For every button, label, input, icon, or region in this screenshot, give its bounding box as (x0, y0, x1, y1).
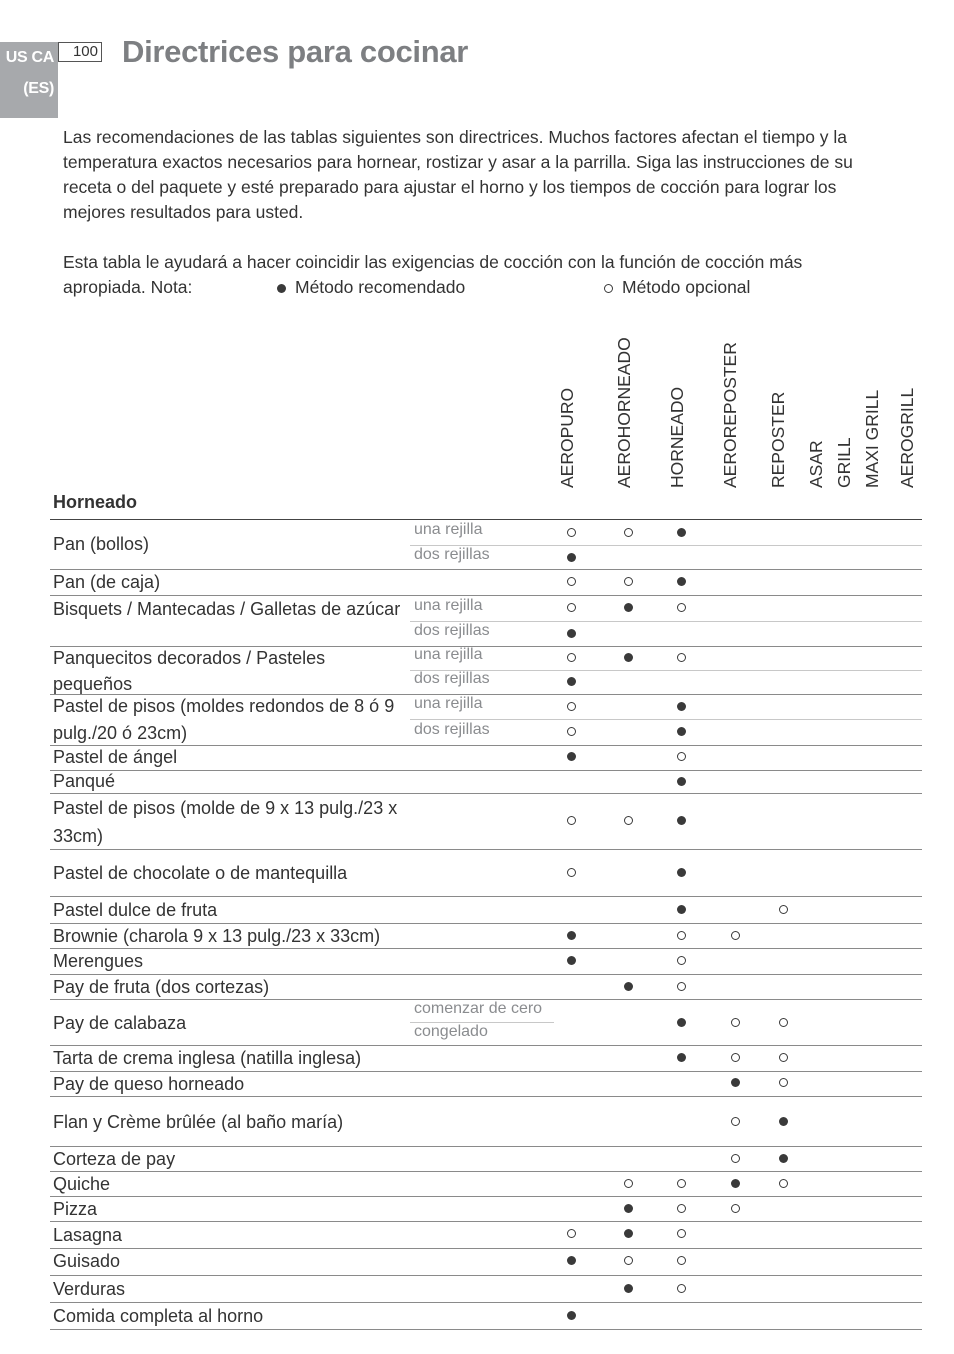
rack-option-label: una rejilla (414, 597, 483, 614)
row-label: Tarta de crema inglesa (natilla inglesa) (53, 1048, 362, 1068)
optional-dot-icon (677, 1179, 686, 1188)
row-label: Guisado (53, 1251, 121, 1271)
recommended-dot-icon (731, 1078, 740, 1087)
recommended-dot-icon (677, 905, 686, 914)
recommended-dot-icon (677, 868, 686, 877)
row-label: Quiche (53, 1174, 111, 1194)
optional-dot-icon (624, 577, 633, 586)
optional-dot-icon (567, 868, 576, 877)
optional-dot-icon (624, 528, 633, 537)
optional-dot-icon (779, 1179, 788, 1188)
row-label: Pastel de ángel (53, 747, 178, 767)
rack-option-label: dos rejillas (414, 622, 490, 639)
row-label: Pan (de caja) (53, 572, 161, 592)
optional-dot-icon (567, 603, 576, 612)
optional-dot-icon (731, 1154, 740, 1163)
column-header-grill: GRILL (834, 437, 854, 488)
optional-dot-icon (567, 1229, 576, 1238)
optional-dot-icon (779, 1018, 788, 1027)
column-header-reposter: REPOSTER (768, 391, 788, 488)
row-label: Pastel de chocolate o de mantequilla (53, 863, 348, 883)
recommended-dot-icon (779, 1154, 788, 1163)
row-label: Pastel de pisos (molde de 9 x 13 pulg./23 x 33cm) (53, 798, 398, 846)
rack-option-label: dos rejillas (414, 546, 490, 563)
column-header-aerogrill: AEROGRILL (897, 387, 917, 488)
optional-dot-icon (677, 982, 686, 991)
row-label: Pizza (53, 1199, 98, 1219)
row-label: Verduras (53, 1279, 126, 1299)
optional-dot-icon (567, 727, 576, 736)
note-label: apropiada. Nota: (63, 277, 193, 297)
optional-dot-icon (624, 816, 633, 825)
column-header-horneado: HORNEADO (667, 386, 687, 488)
recommended-dot-icon (624, 1284, 633, 1293)
recommended-dot-icon (624, 603, 633, 612)
region-code: US CA (5, 49, 54, 66)
legend-recommended (277, 275, 465, 300)
recommended-dot-icon (779, 1117, 788, 1126)
recommended-dot-icon (731, 1179, 740, 1188)
recommended-dot-icon (567, 677, 576, 686)
optional-dot-icon (567, 702, 576, 711)
optional-dot-icon (677, 1229, 686, 1238)
optional-dot-icon (677, 752, 686, 761)
row-label: Pastel dulce de fruta (53, 900, 218, 920)
region-tab (0, 42, 58, 118)
optional-dot-icon (731, 1117, 740, 1126)
recommended-dot-icon (624, 1229, 633, 1238)
sub-row-divider (410, 719, 922, 720)
row-label: Pastel de pisos (moldes redondos de 8 ó 9 pulg./20 ó 23cm) (53, 696, 395, 743)
row-label: Pay de queso horneado (53, 1074, 245, 1094)
optional-dot-icon (731, 1204, 740, 1213)
optional-dot-icon (677, 1284, 686, 1293)
recommended-dot-icon (677, 702, 686, 711)
row-label: Flan y Crème brûlée (al baño maría) (53, 1112, 344, 1132)
page-number: 100 (58, 42, 102, 62)
recommended-dot-icon (677, 727, 686, 736)
recommended-dot-icon (567, 1311, 576, 1320)
filled-dot-icon (277, 284, 286, 293)
recommended-dot-icon (677, 816, 686, 825)
row-label: Pay de fruta (dos cortezas) (53, 977, 270, 997)
column-header-asar: ASAR (806, 440, 826, 488)
prep-option-label: comenzar de cero (414, 1000, 543, 1017)
legend-optional-label: Método opcional (622, 277, 751, 297)
optional-dot-icon (779, 1053, 788, 1062)
legend-line (63, 275, 903, 300)
rack-option-label: una rejilla (414, 695, 483, 712)
optional-dot-icon (731, 1053, 740, 1062)
intro-text (63, 125, 903, 300)
intro-paragraph-1: Las recomendaciones de las tablas siguientes son directrices. Muchos factores afectan el tiempo y la temperatura exactos necesarios para hornear, rostizar y asar a la parrilla. Siga las instrucciones de su receta o del paquete y esté preparado para ajustar el horno y los tiempos de cocción para lograr los mejores resultados para usted. (63, 127, 853, 222)
column-header-aeropuro: AEROPURO (557, 387, 577, 488)
recommended-dot-icon (567, 1256, 576, 1265)
column-header-maxi-grill: MAXI GRILL (862, 389, 882, 488)
open-dot-icon (604, 284, 613, 293)
recommended-dot-icon (677, 528, 686, 537)
language-code: (ES) (23, 80, 54, 97)
recommended-dot-icon (677, 1053, 686, 1062)
rack-option-label: dos rejillas (414, 670, 490, 687)
row-label: Panqué (53, 771, 116, 791)
rack-option-label: dos rejillas (414, 721, 490, 738)
intro-paragraph-2: Esta tabla le ayudará a hacer coincidir las exigencias de cocción con la función de cocción más (63, 252, 803, 272)
rack-option-label: una rejilla (414, 521, 483, 538)
recommended-dot-icon (567, 629, 576, 638)
recommended-dot-icon (677, 1018, 686, 1027)
optional-dot-icon (677, 1256, 686, 1265)
row-divider (50, 849, 922, 850)
section-title: Horneado (53, 492, 138, 512)
row-label: Comida completa al horno (53, 1306, 264, 1326)
optional-dot-icon (677, 603, 686, 612)
prep-option-label: congelado (414, 1023, 488, 1040)
optional-dot-icon (731, 931, 740, 940)
recommended-dot-icon (677, 777, 686, 786)
optional-dot-icon (624, 1179, 633, 1188)
recommended-dot-icon (567, 752, 576, 761)
row-label: Brownie (charola 9 x 13 pulg./23 x 33cm) (53, 926, 381, 946)
optional-dot-icon (677, 1204, 686, 1213)
row-label: Corteza de pay (53, 1149, 176, 1169)
optional-dot-icon (567, 816, 576, 825)
table-header-rule (50, 519, 922, 520)
recommended-dot-icon (624, 1204, 633, 1213)
row-divider (50, 1096, 922, 1097)
optional-dot-icon (567, 577, 576, 586)
column-header-aerohorneado: AEROHORNEADO (614, 337, 634, 488)
recommended-dot-icon (624, 653, 633, 662)
row-divider (50, 1329, 922, 1330)
row-label: Pan (bollos) (53, 534, 150, 554)
optional-dot-icon (731, 1018, 740, 1027)
optional-dot-icon (677, 653, 686, 662)
optional-dot-icon (567, 528, 576, 537)
optional-dot-icon (779, 1078, 788, 1087)
legend-optional (604, 275, 750, 300)
recommended-dot-icon (567, 553, 576, 562)
page-title: Directrices para cocinar (122, 34, 469, 69)
row-label: Merengues (53, 951, 144, 971)
column-header-aeroreposter: AEROREPOSTER (720, 342, 740, 488)
recommended-dot-icon (567, 956, 576, 965)
row-label: Lasagna (53, 1225, 123, 1245)
row-label: Panquecitos decorados / Pasteles pequeños (53, 648, 326, 694)
optional-dot-icon (624, 1256, 633, 1265)
optional-dot-icon (677, 956, 686, 965)
recommended-dot-icon (624, 982, 633, 991)
legend-recommended-label: Método recomendado (295, 277, 466, 297)
recommended-dot-icon (677, 577, 686, 586)
optional-dot-icon (567, 653, 576, 662)
recommended-dot-icon (567, 931, 576, 940)
optional-dot-icon (677, 931, 686, 940)
rack-option-label: una rejilla (414, 646, 483, 663)
row-label: Bisquets / Mantecadas / Galletas de azúcar (53, 599, 401, 619)
row-label: Pay de calabaza (53, 1013, 187, 1033)
optional-dot-icon (779, 905, 788, 914)
